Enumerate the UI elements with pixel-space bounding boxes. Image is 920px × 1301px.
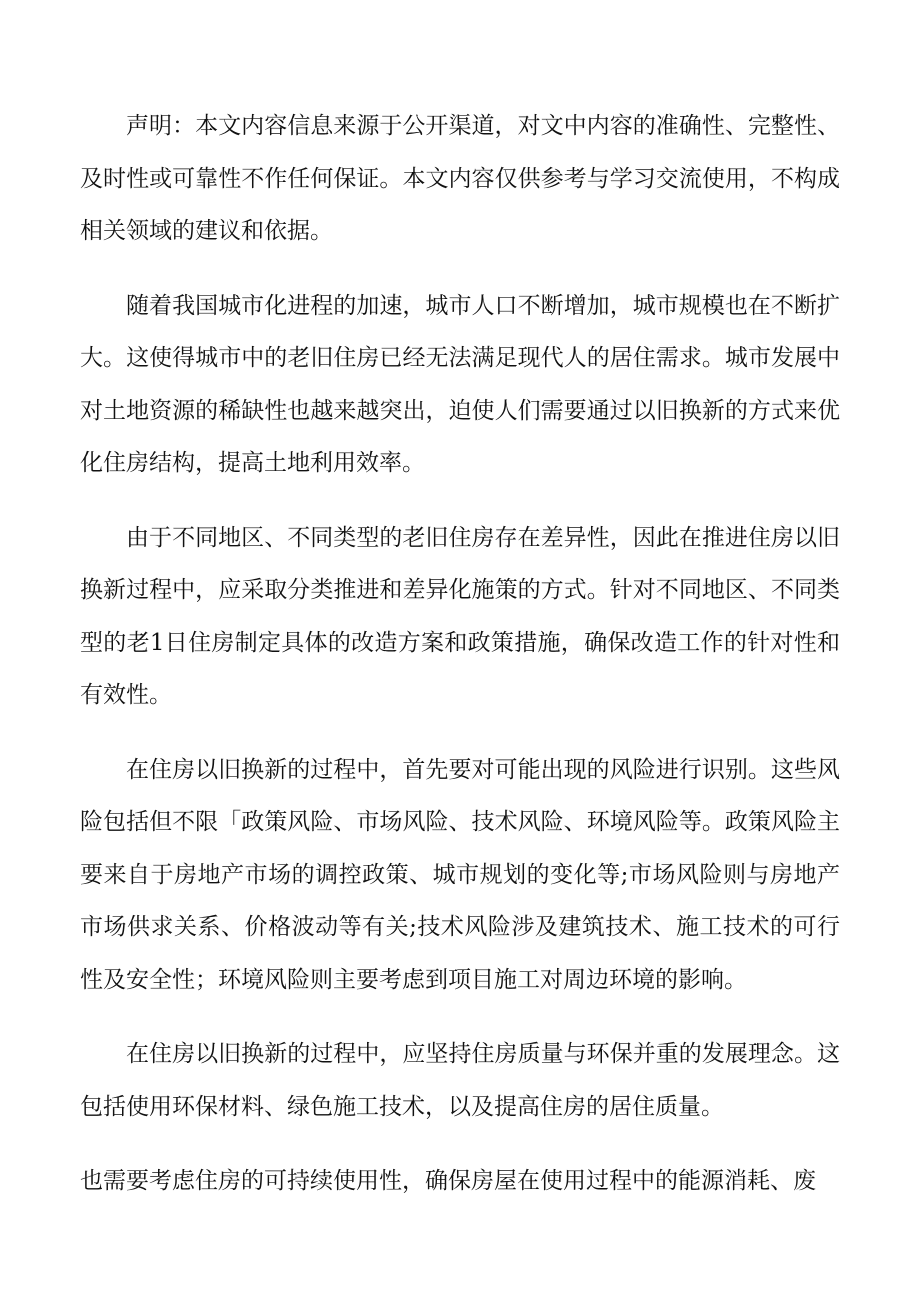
paragraph-classified-policy: 由于不同地区、不同类型的老旧住房存在差异性，因此在推进住房以旧换新过程中，应采取分类推进和差异化施策的方式。针对不同地区、不同类型的老1日住房制定具体的改造方案和政策措施，确保改造工作的针对性和有效性。 xyxy=(80,524,840,708)
paragraph-risk-identification: 在住房以旧换新的过程中，首先要对可能出现的风险进行识别。这些风险包括但不限「政策风险、市场风险、技术风险、环境风险等。政策风险主要来自于房地产市场的调控政策、城市规划的变化等;市场风险则与房地产市场供求关系、价格波动等有关;技术风险涉及建筑技术、施工技术的可行性及安全性；环境风险则主要考虑到项目施工对周边环境的影响。 xyxy=(80,756,840,993)
paragraph-quality-environment: 在住房以旧换新的过程中，应坚持住房质量与环保并重的发展理念。这包括使用环保材料、绿色施工技术，以及提高住房的居住质量。 xyxy=(80,1041,840,1120)
paragraph-sustainability: 也需要考虑住房的可持续使用性，确保房屋在使用过程中的能源消耗、废 xyxy=(80,1168,816,1194)
paragraph-urbanization: 随着我国城市化进程的加速，城市人口不断增加，城市规模也在不断扩大。这使得城市中的老旧住房已经无法满足现代人的居住需求。城市发展中对土地资源的稀缺性也越来越突出，迫使人们需要通过以旧换新的方式来优化住房结构，提高土地利用效率。 xyxy=(80,292,840,476)
document-body xyxy=(80,100,840,1208)
paragraph-disclaimer: 声明：本文内容信息来源于公开渠道，对文中内容的准确性、完整性、及时性或可靠性不作任何保证。本文内容仅供参考与学习交流使用，不构成相关领域的建议和依据。 xyxy=(80,113,840,244)
